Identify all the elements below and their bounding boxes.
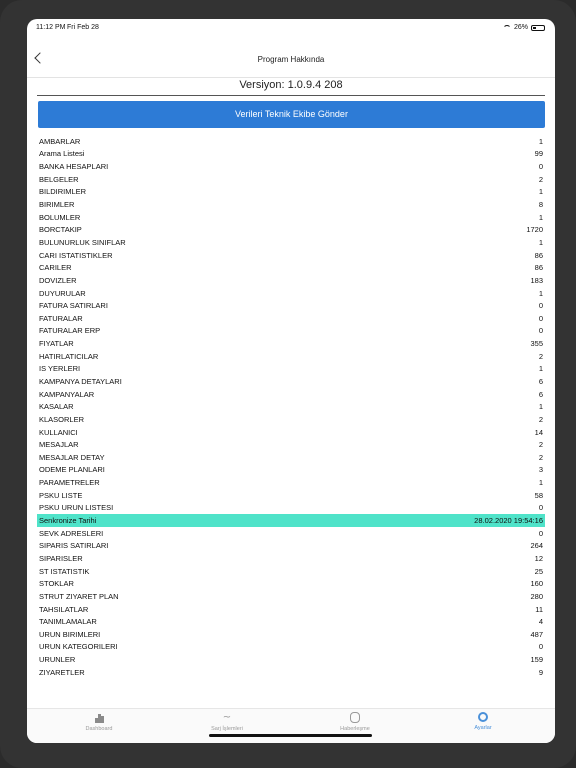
row-label: IS YERLERI xyxy=(39,364,81,374)
row-label: BANKA HESAPLARI xyxy=(39,162,109,172)
send-data-button[interactable]: Verileri Teknik Ekibe Gönder xyxy=(38,101,545,128)
battery-percent: 26% xyxy=(513,24,528,31)
row-value: 6 xyxy=(538,376,543,386)
row-value: 11 xyxy=(535,604,543,614)
row-value: 264 xyxy=(530,541,543,551)
table-row xyxy=(37,476,545,489)
row-value: 9 xyxy=(538,667,543,677)
table-row xyxy=(37,337,545,350)
gear-icon xyxy=(478,712,488,722)
table-row xyxy=(37,577,545,590)
version-label: Versiyon: 1.0.9.4 208 xyxy=(37,79,545,96)
row-label: CARILER xyxy=(39,263,72,273)
table-row xyxy=(37,451,545,464)
row-value: 159 xyxy=(530,655,543,665)
page-title: Program Hakkında xyxy=(257,55,325,64)
row-label: KASALAR xyxy=(39,402,74,412)
screen xyxy=(27,19,555,743)
row-value: 1 xyxy=(538,212,543,222)
row-label: BELGELER xyxy=(39,174,79,184)
row-label: Arama Listesi xyxy=(39,149,85,159)
table-row xyxy=(37,603,545,616)
row-label: AMBARLAR xyxy=(39,136,81,146)
status-date: Fri Feb 28 xyxy=(67,24,99,31)
battery-icon xyxy=(531,25,545,31)
row-value: 3 xyxy=(538,465,543,475)
row-value: 1720 xyxy=(526,225,543,235)
table-row xyxy=(37,615,545,628)
row-value: 6 xyxy=(538,389,543,399)
row-value: 4 xyxy=(538,617,543,627)
row-value: 14 xyxy=(534,427,543,437)
row-value: 0 xyxy=(538,528,543,538)
row-value: 86 xyxy=(534,263,543,273)
row-label: SIPARISLER xyxy=(39,553,83,563)
table-row xyxy=(37,160,545,173)
row-value: 25 xyxy=(534,566,543,576)
table-row xyxy=(37,223,545,236)
table-row xyxy=(37,489,545,502)
table-row xyxy=(37,325,545,338)
row-label: STOKLAR xyxy=(39,579,74,589)
table-row xyxy=(37,502,545,515)
row-value: 1 xyxy=(538,136,543,146)
row-value: 1 xyxy=(538,478,543,488)
table-row xyxy=(37,135,545,148)
sync-date-row xyxy=(37,514,545,527)
table-row xyxy=(37,261,545,274)
row-label: ODEME PLANLARI xyxy=(39,465,105,475)
table-row xyxy=(37,274,545,287)
table-row xyxy=(37,375,545,388)
table-row xyxy=(37,666,545,679)
table-row xyxy=(37,287,545,300)
table-row xyxy=(37,312,545,325)
row-label: MESAJLAR DETAY xyxy=(39,452,105,462)
row-label: FATURALAR xyxy=(39,313,83,323)
row-label: FATURALAR ERP xyxy=(39,326,101,336)
row-label: BULUNURLUK SINIFLAR xyxy=(39,237,126,247)
row-label: PSKU URUN LISTESI xyxy=(39,503,114,513)
row-value: 355 xyxy=(530,339,543,349)
row-value: 99 xyxy=(534,149,543,159)
row-label: BORCTAKIP xyxy=(39,225,82,235)
table-row xyxy=(37,653,545,666)
sync-icon: ~ xyxy=(222,712,232,723)
tab-label: Haberleşme xyxy=(340,726,370,732)
table-row xyxy=(37,173,545,186)
row-value: 1 xyxy=(538,187,543,197)
row-value: 1 xyxy=(538,288,543,298)
row-label: PSKU LISTE xyxy=(39,490,83,500)
row-label: URUN KATEGORILERI xyxy=(39,642,118,652)
row-value: 280 xyxy=(530,591,543,601)
row-value: 1 xyxy=(538,364,543,374)
row-label: Senkronize Tarihi xyxy=(39,516,97,526)
bar-chart-icon xyxy=(93,712,105,723)
row-value: 0 xyxy=(538,326,543,336)
message-icon xyxy=(350,712,360,723)
row-label: PARAMETRELER xyxy=(39,478,100,488)
row-value: 160 xyxy=(530,579,543,589)
table-row xyxy=(37,590,545,603)
table-row xyxy=(37,236,545,249)
row-value: 1 xyxy=(538,402,543,412)
row-label: KAMPANYALAR xyxy=(39,389,95,399)
tab-sync[interactable] xyxy=(161,712,293,732)
row-value: 0 xyxy=(538,301,543,311)
table-row xyxy=(37,211,545,224)
row-value: 0 xyxy=(538,642,543,652)
table-row xyxy=(37,527,545,540)
row-value: 2 xyxy=(538,414,543,424)
table-row xyxy=(37,198,545,211)
tab-label: Ayarlar xyxy=(474,725,492,731)
row-label: BIRIMLER xyxy=(39,200,75,210)
tab-dashboard[interactable] xyxy=(33,712,165,732)
table-row xyxy=(37,186,545,199)
row-value: 0 xyxy=(538,313,543,323)
row-value: 0 xyxy=(538,162,543,172)
table-row xyxy=(37,552,545,565)
status-time: 11:12 PM xyxy=(36,24,66,31)
row-label: CARI ISTATISTIKLER xyxy=(39,250,113,260)
row-value: 2 xyxy=(538,174,543,184)
row-label: FATURA SATIRLARI xyxy=(39,301,108,311)
row-label: STRUT ZIYARET PLAN xyxy=(39,591,119,601)
tab-bar xyxy=(27,708,555,743)
tab-settings[interactable] xyxy=(417,712,549,731)
row-label: ST ISTATISTIK xyxy=(39,566,90,576)
table-counts-list xyxy=(37,135,545,679)
row-value: 183 xyxy=(530,275,543,285)
row-value: 1 xyxy=(538,237,543,247)
tab-label: Dashboard xyxy=(85,726,113,732)
nav-bar xyxy=(27,43,555,78)
table-row xyxy=(37,426,545,439)
row-value: 86 xyxy=(534,250,543,260)
table-row xyxy=(37,540,545,553)
row-label: HATIRLATICILAR xyxy=(39,351,99,361)
table-row xyxy=(37,628,545,641)
row-label: TAHSILATLAR xyxy=(39,604,89,614)
row-label: SIPARIS SATIRLARI xyxy=(39,541,109,551)
row-label: BILDIRIMLER xyxy=(39,187,87,197)
row-label: KULLANICI xyxy=(39,427,78,437)
table-row xyxy=(37,249,545,262)
table-row xyxy=(37,464,545,477)
table-row xyxy=(37,299,545,312)
status-bar xyxy=(27,19,555,37)
table-row xyxy=(37,400,545,413)
wifi-icon xyxy=(503,25,511,31)
row-label: URUN BIRIMLERI xyxy=(39,629,101,639)
row-value: 0 xyxy=(538,503,543,513)
table-row xyxy=(37,388,545,401)
tab-label: Sarj İşlemleri xyxy=(211,726,243,732)
table-row xyxy=(37,413,545,426)
row-label: SEVK ADRESLERI xyxy=(39,528,104,538)
table-row xyxy=(37,438,545,451)
home-indicator xyxy=(209,734,372,737)
row-value: 487 xyxy=(530,629,543,639)
row-label: URUNLER xyxy=(39,655,76,665)
table-row xyxy=(37,363,545,376)
row-label: ZIYARETLER xyxy=(39,667,85,677)
tab-messages[interactable] xyxy=(289,712,421,732)
row-value: 58 xyxy=(534,490,543,500)
row-label: MESAJLAR xyxy=(39,440,79,450)
row-label: FIYATLAR xyxy=(39,339,74,349)
row-value: 12 xyxy=(534,553,543,563)
row-value: 2 xyxy=(538,440,543,450)
row-label: DUYURULAR xyxy=(39,288,86,298)
row-label: DOVIZLER xyxy=(39,275,77,285)
row-value: 28.02.2020 19:54:16 xyxy=(474,516,543,526)
status-right xyxy=(503,24,545,31)
row-value: 2 xyxy=(538,351,543,361)
row-label: KLASORLER xyxy=(39,414,85,424)
table-row xyxy=(37,565,545,578)
table-row xyxy=(37,148,545,161)
row-label: BOLUMLER xyxy=(39,212,81,222)
table-row xyxy=(37,350,545,363)
row-label: TANIMLAMALAR xyxy=(39,617,97,627)
row-value: 2 xyxy=(538,452,543,462)
table-row xyxy=(37,641,545,654)
row-label: KAMPANYA DETAYLARI xyxy=(39,376,122,386)
row-value: 8 xyxy=(538,200,543,210)
